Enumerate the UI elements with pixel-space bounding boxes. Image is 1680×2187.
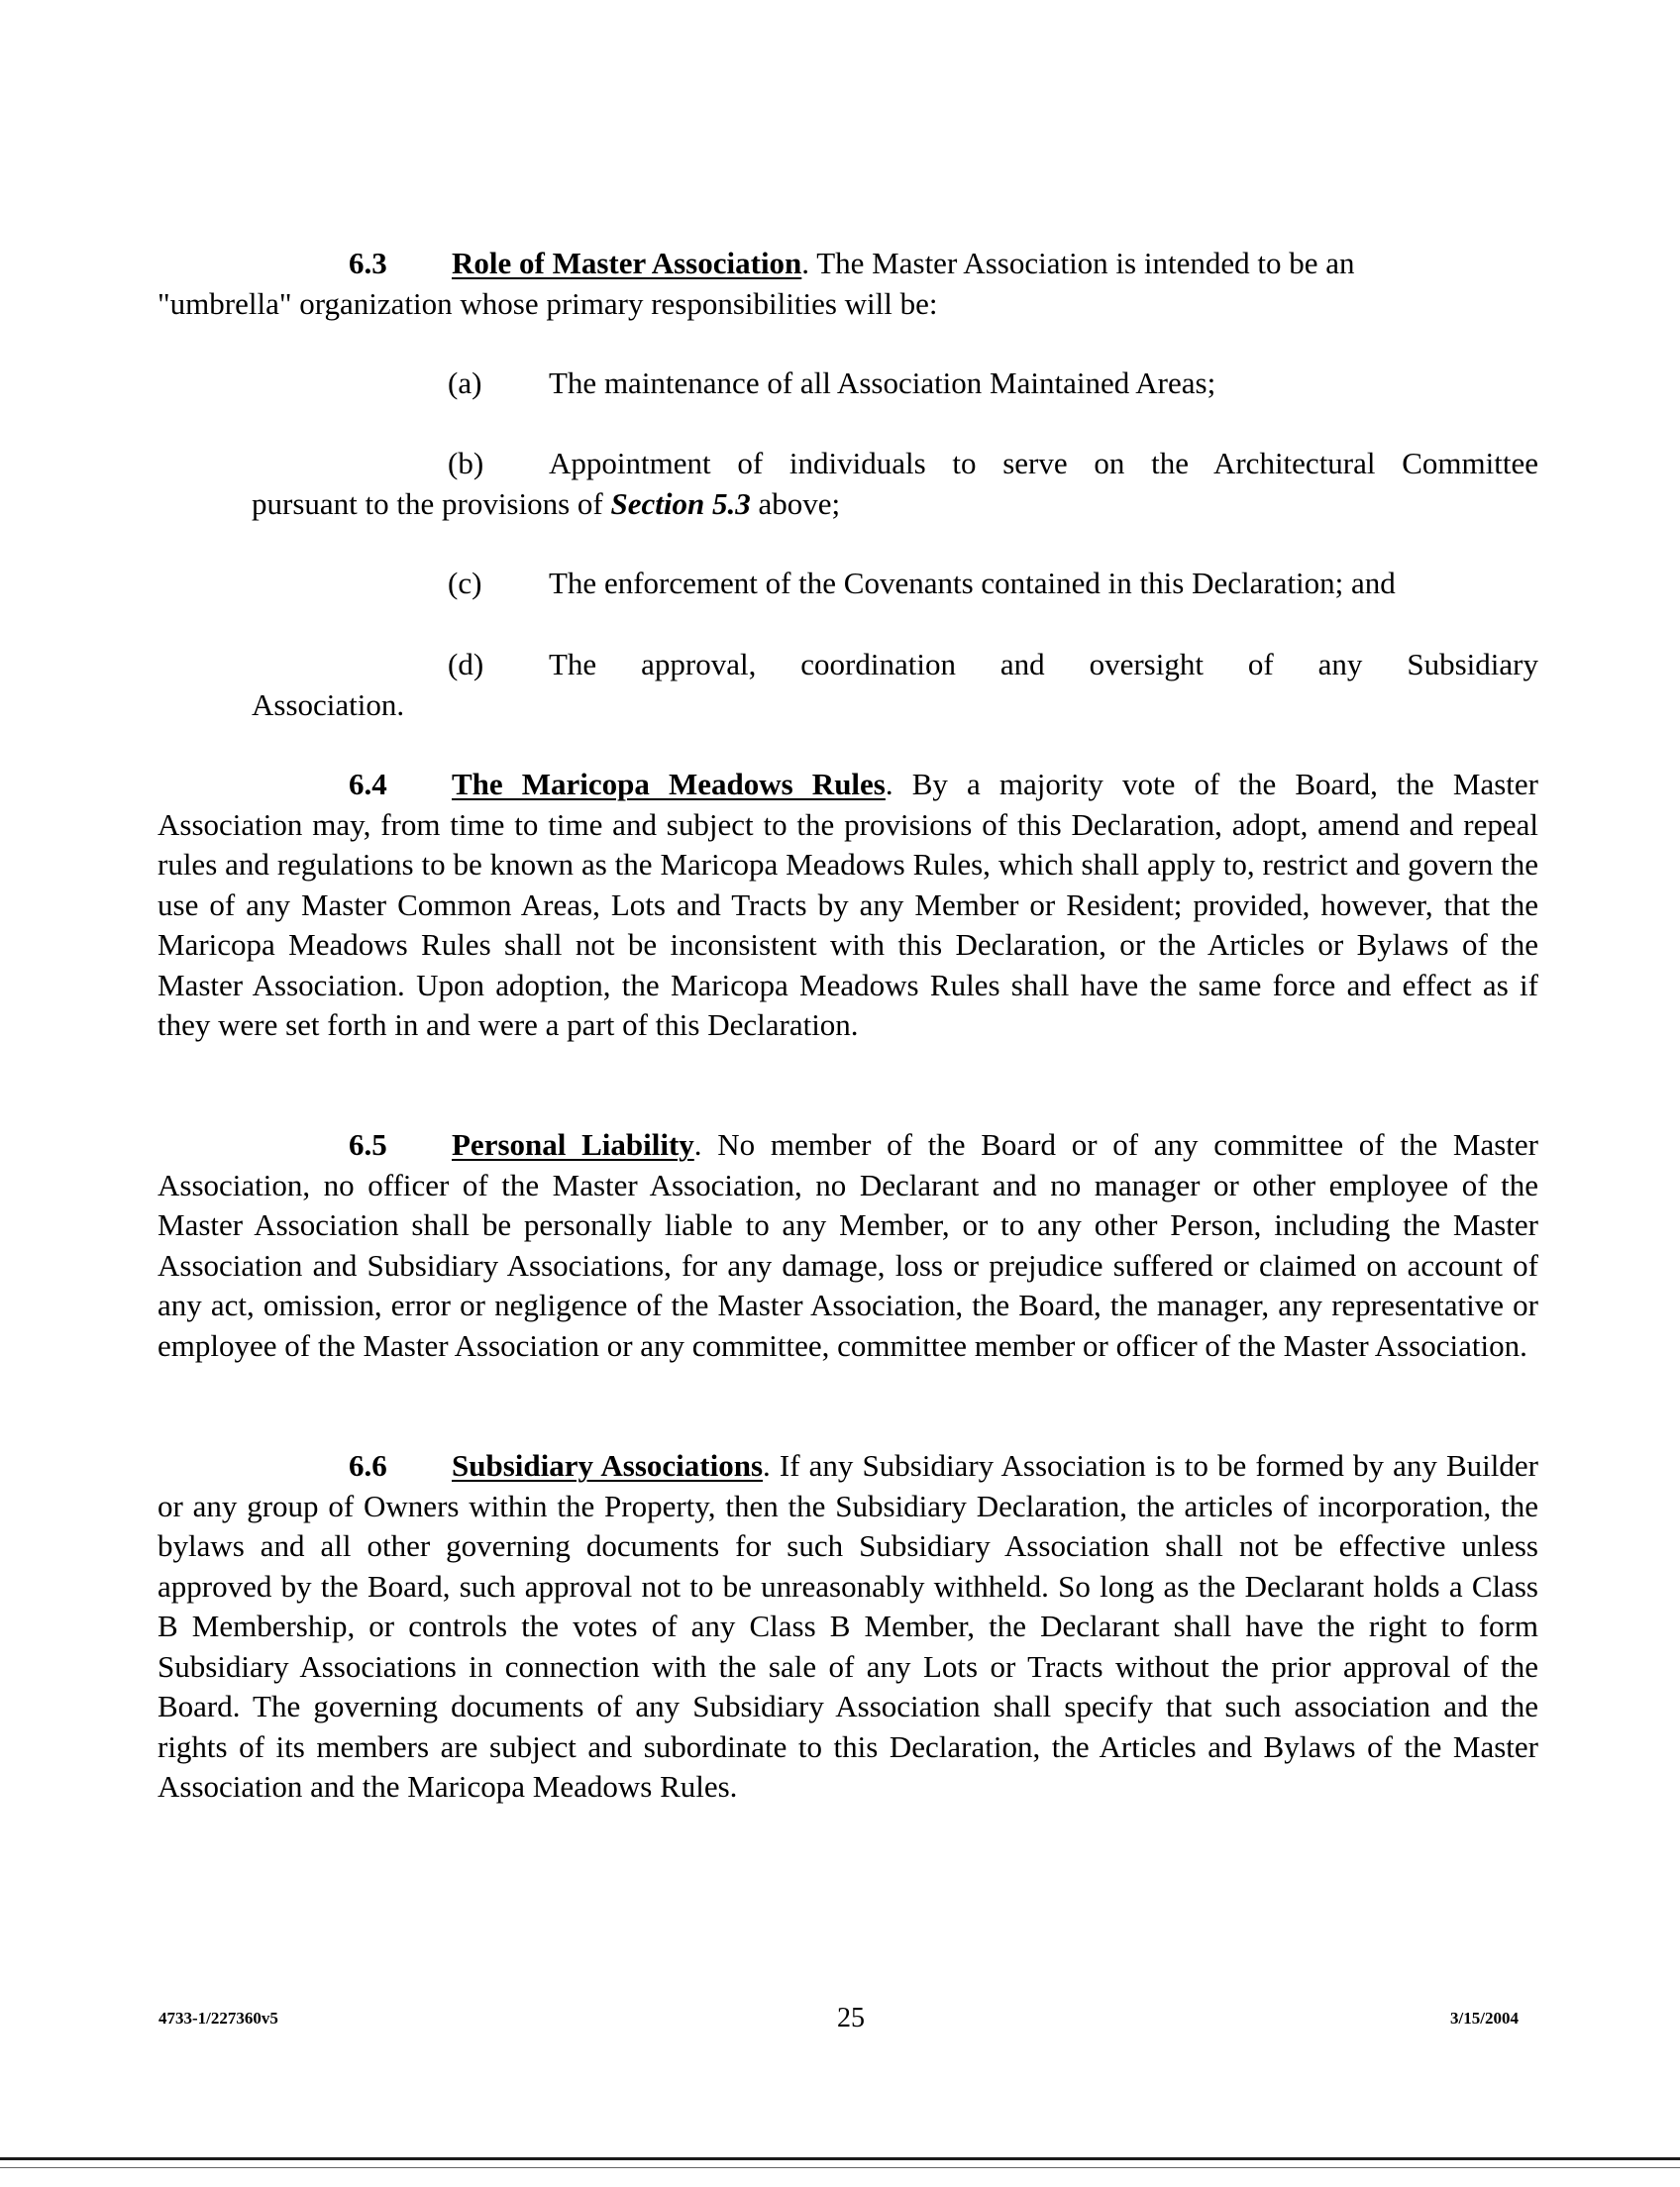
section-6-3-intro xyxy=(158,244,1538,284)
section-text: . No member of the Board or of any committee of the Master Association, no officer of the Master Association, no Declarant and no manager or other employee of the Master Association shall be personally liable to any Member, or to any other Person, including the Master Association and Subsidiary Associations, for any damage, loss or prejudice suffered or claimed on account of any act, omission, error or negligence of the Master Association, the Board, the manager, any representative or employee of the Master Association or any committee, committee member or officer of the Master Association. xyxy=(158,1127,1538,1363)
section-number: 6.6 xyxy=(349,1448,387,1483)
section-number: 6.4 xyxy=(349,767,387,801)
list-text: above; xyxy=(750,486,841,521)
footer-date: 3/15/2004 xyxy=(1450,2009,1519,2028)
section-title: Personal Liability xyxy=(452,1127,694,1162)
section-number: 6.3 xyxy=(349,246,387,280)
list-label: (b) xyxy=(448,446,484,480)
list-label: (c) xyxy=(448,566,482,600)
section-6-4 xyxy=(158,765,1538,1046)
section-text: "umbrella" organization whose primary responsibilities will be: xyxy=(158,286,938,321)
scan-edge-line xyxy=(0,2157,1680,2160)
footer-doc-id: 4733-1/227360v5 xyxy=(158,2009,278,2028)
list-text: pursuant to the provisions of xyxy=(252,486,611,521)
list-label: (d) xyxy=(448,647,484,681)
footer-page-number: 25 xyxy=(837,2003,865,2033)
section-6-3-intro-cont xyxy=(158,284,1538,325)
list-text-cont: Association. xyxy=(252,687,405,722)
list-text: Appointment of individuals to serve on the Architectural Committee xyxy=(549,446,1538,480)
section-title: Subsidiary Associations xyxy=(452,1448,764,1483)
list-label: (a) xyxy=(448,365,482,400)
section-number: 6.5 xyxy=(349,1127,387,1162)
list-text-cont xyxy=(252,484,1538,525)
section-text: . The Master Association is intended to be an xyxy=(801,246,1355,280)
section-6-5 xyxy=(158,1125,1538,1366)
section-text: . By a majority vote of the Board, the Master Association may, from time to time and subject to the provisions of this Declaration, adopt, amend and repeal rules and regulations to be known as the Maricopa Meadows Rules, which shall apply to, restrict and govern the use of any Master Common Areas, Lots and Tracts by any Member or Resident; provided, however, that the Maricopa Meadows Rules shall not be inconsistent with this Declaration, or the Articles or Bylaws of the Master Association. Upon adoption, the Maricopa Meadows Rules shall have the same force and effect as if they were set forth in and were a part of this Declaration. xyxy=(158,767,1538,1042)
section-text: . If any Subsidiary Association is to be formed by any Builder or any group of Owners within the Property, then the Subsidiary Declaration, the articles of incorporation, the bylaws and all other governing documents for such Subsidiary Association shall not be effective unless approved by the Board, such approval not to be unreasonably withheld. So long as the Declarant holds a Class B Membership, or controls the votes of any Class B Member, the Declarant shall have the right to form Subsidiary Associations in connection with the sale of any Lots or Tracts without the prior approval of the Board. The governing documents of any Subsidiary Association shall specify that such association and the rights of its members are subject and subordinate to this Declaration, the Articles and Bylaws of the Master Association and the Maricopa Meadows Rules. xyxy=(158,1448,1538,1804)
section-reference: Section 5.3 xyxy=(610,486,751,521)
list-text: The approval, coordination and oversight of any Subsidiary xyxy=(549,647,1538,681)
section-title: The Maricopa Meadows Rules xyxy=(452,767,886,801)
section-6-6 xyxy=(158,1446,1538,1808)
section-title: Role of Master Association xyxy=(452,246,802,280)
list-text: The enforcement of the Covenants contained in this Declaration; and xyxy=(549,566,1396,600)
list-text: The maintenance of all Association Maintained Areas; xyxy=(549,365,1216,400)
scan-edge-line xyxy=(0,2167,1680,2168)
